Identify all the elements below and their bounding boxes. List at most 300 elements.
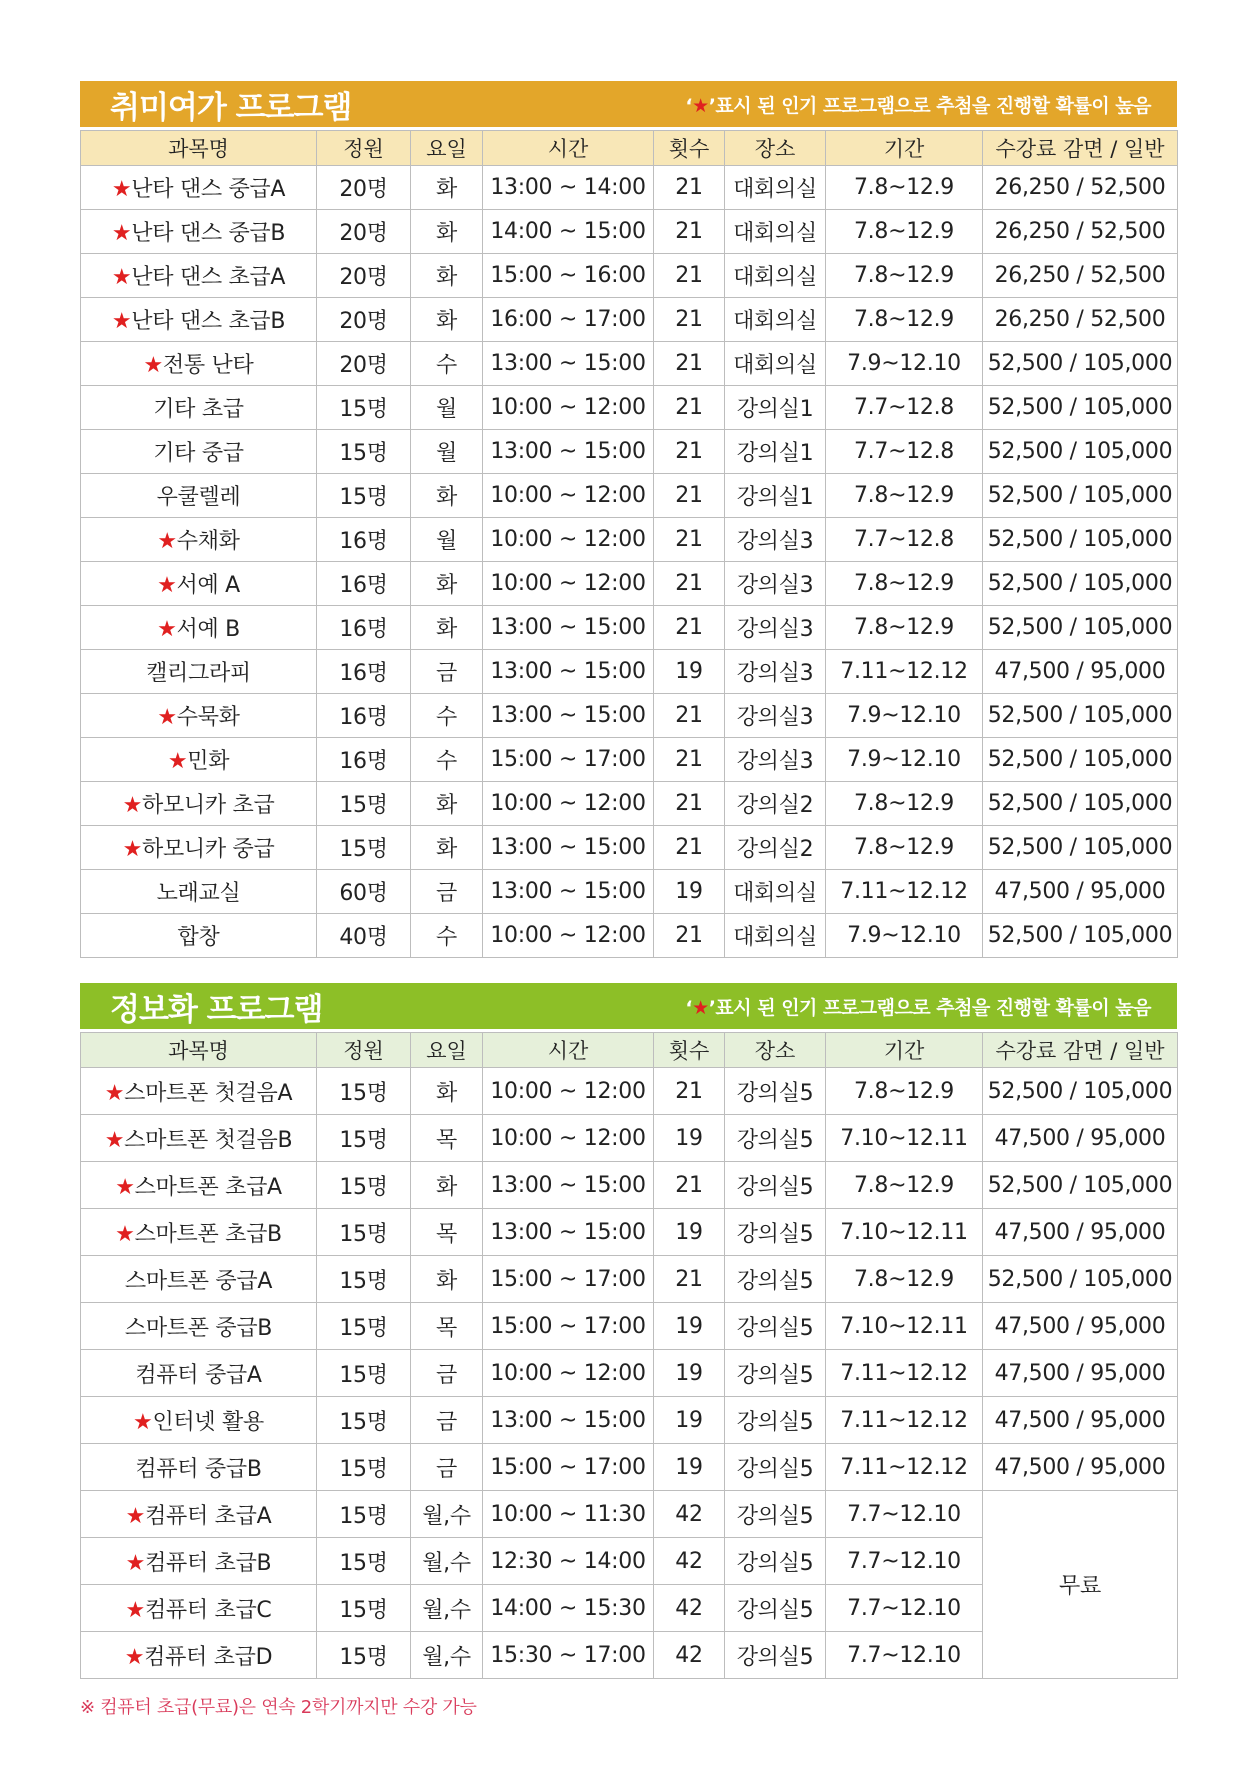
course-place-cell: 강의실5	[725, 1491, 826, 1538]
course-fee-cell: 52,500 / 105,000	[983, 1256, 1178, 1303]
course-count-cell: 21	[654, 826, 725, 870]
course-count-cell: 21	[654, 474, 725, 518]
course-capacity-cell: 15명	[317, 1209, 411, 1256]
course-fee-cell: 52,500 / 105,000	[983, 430, 1178, 474]
course-count-cell: 21	[654, 738, 725, 782]
table-row	[81, 826, 1178, 870]
course-time-cell: 10:00 ~ 12:00	[483, 1068, 654, 1115]
course-fee-cell: 26,250 / 52,500	[983, 298, 1178, 342]
course-name-cell	[81, 782, 317, 826]
course-name-cell	[81, 386, 317, 430]
course-name-cell	[81, 474, 317, 518]
course-place-cell: 강의실5	[725, 1397, 826, 1444]
course-fee-cell: 47,500 / 95,000	[983, 1303, 1178, 1350]
course-capacity-cell: 15명	[317, 1303, 411, 1350]
course-time-cell: 10:00 ~ 11:30	[483, 1491, 654, 1538]
course-time-cell: 15:00 ~ 17:00	[483, 1444, 654, 1491]
course-name: 컴퓨터 초급C	[144, 1597, 272, 1623]
course-time-cell: 10:00 ~ 12:00	[483, 1115, 654, 1162]
course-place-cell: 강의실5	[725, 1350, 826, 1397]
hobby-popular-note: ‘★’표시 된 인기 프로그램으로 추첨을 진행할 확률이 높음	[685, 94, 1151, 117]
course-capacity-cell: 15명	[317, 1538, 411, 1585]
course-fee-cell: 52,500 / 105,000	[983, 738, 1178, 782]
course-name-cell	[81, 870, 317, 914]
course-place-cell: 강의실1	[725, 474, 826, 518]
course-place-cell: 대회의실	[725, 298, 826, 342]
column-header-fee: 수강료 감면 / 일반	[983, 1033, 1178, 1068]
course-period-cell: 7.9~12.10	[826, 694, 983, 738]
course-period-cell: 7.8~12.9	[826, 826, 983, 870]
course-fee-cell: 52,500 / 105,000	[983, 782, 1178, 826]
course-count-cell: 19	[654, 1350, 725, 1397]
course-period-cell: 7.7~12.10	[826, 1491, 983, 1538]
course-name: 컴퓨터 초급B	[145, 1550, 272, 1576]
star-icon: ★	[125, 1550, 146, 1576]
course-period-cell: 7.10~12.11	[826, 1115, 983, 1162]
course-period-cell: 7.7~12.10	[826, 1632, 983, 1679]
course-fee-cell: 52,500 / 105,000	[983, 694, 1178, 738]
course-count-cell: 19	[654, 1444, 725, 1491]
course-fee-cell: 52,500 / 105,000	[983, 1162, 1178, 1209]
course-day-cell: 화	[411, 254, 483, 298]
course-capacity-cell: 16명	[317, 738, 411, 782]
table-row	[81, 1491, 1178, 1538]
course-time-cell: 13:00 ~ 15:00	[483, 694, 654, 738]
course-count-cell: 21	[654, 430, 725, 474]
course-day-cell: 화	[411, 166, 483, 210]
course-count-cell: 21	[654, 342, 725, 386]
course-day-cell: 금	[411, 1397, 483, 1444]
star-icon: ★	[143, 353, 163, 378]
course-name-cell	[81, 254, 317, 298]
course-time-cell: 13:00 ~ 15:00	[483, 870, 654, 914]
course-fee-cell: 47,500 / 95,000	[983, 1444, 1178, 1491]
star-icon: ★	[104, 1127, 125, 1153]
table-header-row	[81, 131, 1178, 166]
course-name-cell	[81, 606, 317, 650]
course-place-cell: 강의실2	[725, 782, 826, 826]
course-capacity-cell: 20명	[317, 254, 411, 298]
table-row	[81, 1068, 1178, 1115]
course-time-cell: 13:00 ~ 15:00	[483, 430, 654, 474]
course-name: 전통 난타	[162, 353, 254, 378]
course-day-cell: 목	[411, 1209, 483, 1256]
course-period-cell: 7.8~12.9	[826, 606, 983, 650]
course-name-cell	[81, 166, 317, 210]
course-period-cell: 7.9~12.10	[826, 914, 983, 958]
table-row	[81, 166, 1178, 210]
star-icon: ★	[692, 94, 709, 117]
column-header-place: 장소	[725, 1033, 826, 1068]
star-icon: ★	[133, 1409, 153, 1435]
star-icon: ★	[111, 221, 132, 246]
table-row	[81, 254, 1178, 298]
table-row	[81, 870, 1178, 914]
course-place-cell: 강의실3	[725, 738, 826, 782]
course-count-cell: 21	[654, 1256, 725, 1303]
course-fee-cell: 47,500 / 95,000	[983, 650, 1178, 694]
course-place-cell: 대회의실	[725, 914, 826, 958]
course-name-cell	[81, 1303, 317, 1350]
course-fee-cell: 47,500 / 95,000	[983, 1115, 1178, 1162]
course-capacity-cell: 15명	[317, 1162, 411, 1209]
course-count-cell: 19	[654, 1115, 725, 1162]
course-name: 스마트폰 첫걸음B	[124, 1127, 293, 1153]
course-count-cell: 21	[654, 782, 725, 826]
course-capacity-cell: 16명	[317, 562, 411, 606]
course-fee-cell: 52,500 / 105,000	[983, 386, 1178, 430]
course-name: 캘리그라피	[146, 661, 251, 686]
course-day-cell: 화	[411, 562, 483, 606]
course-capacity-cell: 15명	[317, 430, 411, 474]
course-place-cell: 대회의실	[725, 342, 826, 386]
course-place-cell: 대회의실	[725, 870, 826, 914]
course-period-cell: 7.8~12.9	[826, 1068, 983, 1115]
course-day-cell: 화	[411, 1068, 483, 1115]
table-row	[81, 1444, 1178, 1491]
course-day-cell: 화	[411, 1162, 483, 1209]
course-name: 난타 댄스 초급B	[131, 309, 286, 334]
course-day-cell: 목	[411, 1303, 483, 1350]
course-place-cell: 대회의실	[725, 210, 826, 254]
course-capacity-cell: 40명	[317, 914, 411, 958]
course-fee-cell: 47,500 / 95,000	[983, 870, 1178, 914]
course-place-cell: 강의실3	[725, 650, 826, 694]
course-name-cell	[81, 562, 317, 606]
star-icon: ★	[122, 793, 143, 818]
course-day-cell: 화	[411, 782, 483, 826]
star-icon: ★	[124, 1644, 145, 1670]
course-day-cell: 화	[411, 826, 483, 870]
course-time-cell: 13:00 ~ 15:00	[483, 342, 654, 386]
course-name-cell	[81, 298, 317, 342]
course-count-cell: 21	[654, 386, 725, 430]
table-row	[81, 650, 1178, 694]
course-count-cell: 19	[654, 1209, 725, 1256]
info-table-body	[81, 1068, 1178, 1679]
course-day-cell: 수	[411, 342, 483, 386]
column-header-day: 요일	[411, 131, 483, 166]
course-period-cell: 7.8~12.9	[826, 562, 983, 606]
course-day-cell: 월	[411, 430, 483, 474]
course-capacity-cell: 20명	[317, 298, 411, 342]
course-count-cell: 21	[654, 694, 725, 738]
course-capacity-cell: 15명	[317, 1068, 411, 1115]
course-name: 스마트폰 첫걸음A	[124, 1080, 293, 1106]
column-header-day: 요일	[411, 1033, 483, 1068]
course-capacity-cell: 15명	[317, 826, 411, 870]
course-capacity-cell: 15명	[317, 386, 411, 430]
course-period-cell: 7.8~12.9	[826, 474, 983, 518]
course-time-cell: 15:30 ~ 17:00	[483, 1632, 654, 1679]
course-fee-cell: 26,250 / 52,500	[983, 254, 1178, 298]
course-place-cell: 강의실5	[725, 1444, 826, 1491]
table-row	[81, 1256, 1178, 1303]
course-fee-cell: 47,500 / 95,000	[983, 1350, 1178, 1397]
star-icon: ★	[122, 837, 143, 862]
course-period-cell: 7.7~12.8	[826, 518, 983, 562]
hobby-program-title: 취미여가 프로그램	[110, 89, 352, 126]
course-name-cell	[81, 1068, 317, 1115]
course-name: 컴퓨터 초급A	[145, 1503, 272, 1529]
course-place-cell: 강의실5	[725, 1115, 826, 1162]
course-fee-cell: 52,500 / 105,000	[983, 562, 1178, 606]
course-count-cell: 42	[654, 1491, 725, 1538]
course-day-cell: 수	[411, 738, 483, 782]
course-place-cell: 강의실5	[725, 1209, 826, 1256]
course-capacity-cell: 60명	[317, 870, 411, 914]
column-header-period: 기간	[826, 1033, 983, 1068]
course-capacity-cell: 20명	[317, 166, 411, 210]
star-icon: ★	[157, 529, 177, 554]
table-row	[81, 562, 1178, 606]
course-period-cell: 7.11~12.12	[826, 1350, 983, 1397]
course-time-cell: 15:00 ~ 16:00	[483, 254, 654, 298]
course-capacity-cell: 16명	[317, 606, 411, 650]
info-program-table	[80, 1032, 1178, 1679]
course-name-cell	[81, 826, 317, 870]
course-period-cell: 7.8~12.9	[826, 298, 983, 342]
course-day-cell: 목	[411, 1115, 483, 1162]
course-name-cell	[81, 342, 317, 386]
course-name-cell	[81, 914, 317, 958]
course-period-cell: 7.9~12.10	[826, 738, 983, 782]
star-icon: ★	[125, 1503, 146, 1529]
star-icon: ★	[125, 1597, 145, 1623]
course-place-cell: 강의실3	[725, 518, 826, 562]
course-day-cell: 금	[411, 650, 483, 694]
star-icon: ★	[111, 177, 132, 202]
course-day-cell: 월	[411, 518, 483, 562]
course-time-cell: 12:30 ~ 14:00	[483, 1538, 654, 1585]
hobby-program-section	[80, 81, 1177, 958]
course-fee-cell: 52,500 / 105,000	[983, 1068, 1178, 1115]
course-time-cell: 10:00 ~ 12:00	[483, 782, 654, 826]
course-name-cell	[81, 210, 317, 254]
course-count-cell: 19	[654, 1397, 725, 1444]
course-count-cell: 19	[654, 650, 725, 694]
course-fee-cell: 52,500 / 105,000	[983, 914, 1178, 958]
star-icon: ★	[157, 617, 177, 642]
course-count-cell: 19	[654, 870, 725, 914]
course-count-cell: 42	[654, 1538, 725, 1585]
table-row	[81, 518, 1178, 562]
course-place-cell: 강의실1	[725, 386, 826, 430]
course-period-cell: 7.11~12.12	[826, 870, 983, 914]
course-capacity-cell: 16명	[317, 694, 411, 738]
course-fee-cell: 26,250 / 52,500	[983, 210, 1178, 254]
star-icon: ★	[167, 749, 188, 774]
course-place-cell: 강의실3	[725, 694, 826, 738]
course-time-cell: 10:00 ~ 12:00	[483, 518, 654, 562]
info-popular-note: ‘★’표시 된 인기 프로그램으로 추첨을 진행할 확률이 높음	[685, 996, 1151, 1019]
course-name: 하모니카 중급	[142, 837, 275, 862]
course-count-cell: 21	[654, 562, 725, 606]
course-day-cell: 수	[411, 914, 483, 958]
course-count-cell: 21	[654, 254, 725, 298]
star-icon: ★	[104, 1080, 125, 1106]
course-period-cell: 7.7~12.10	[826, 1538, 983, 1585]
table-row	[81, 1397, 1178, 1444]
info-program-banner	[80, 983, 1177, 1029]
course-time-cell: 16:00 ~ 17:00	[483, 298, 654, 342]
course-capacity-cell: 15명	[317, 1397, 411, 1444]
course-day-cell: 화	[411, 474, 483, 518]
course-capacity-cell: 15명	[317, 1585, 411, 1632]
course-day-cell: 월,수	[411, 1632, 483, 1679]
star-icon: ★	[692, 996, 709, 1019]
course-capacity-cell: 15명	[317, 1115, 411, 1162]
course-name: 합창	[177, 925, 220, 950]
table-row	[81, 1162, 1178, 1209]
hobby-table-body	[81, 166, 1178, 958]
course-day-cell: 화	[411, 606, 483, 650]
course-period-cell: 7.10~12.11	[826, 1303, 983, 1350]
course-period-cell: 7.11~12.12	[826, 1444, 983, 1491]
course-day-cell: 월	[411, 386, 483, 430]
course-time-cell: 10:00 ~ 12:00	[483, 386, 654, 430]
course-day-cell: 월,수	[411, 1491, 483, 1538]
course-name: 우쿨렐레	[156, 485, 241, 510]
course-period-cell: 7.8~12.9	[826, 166, 983, 210]
course-day-cell: 화	[411, 298, 483, 342]
star-icon: ★	[111, 265, 132, 290]
course-time-cell: 14:00 ~ 15:00	[483, 210, 654, 254]
course-name: 스마트폰 초급B	[134, 1221, 282, 1247]
course-period-cell: 7.8~12.9	[826, 210, 983, 254]
free-course-footnote: ※ 컴퓨터 초급(무료)은 연속 2학기까지만 수강 가능	[80, 1697, 477, 1718]
hobby-program-banner	[80, 81, 1177, 127]
course-name-cell	[81, 1256, 317, 1303]
course-place-cell: 강의실2	[725, 826, 826, 870]
course-name: 컴퓨터 중급B	[135, 1456, 262, 1482]
course-place-cell: 강의실5	[725, 1256, 826, 1303]
course-day-cell: 화	[411, 210, 483, 254]
course-day-cell: 금	[411, 1350, 483, 1397]
course-period-cell: 7.10~12.11	[826, 1209, 983, 1256]
column-header-period: 기간	[826, 131, 983, 166]
course-place-cell: 강의실5	[725, 1632, 826, 1679]
table-row	[81, 210, 1178, 254]
table-row	[81, 298, 1178, 342]
course-capacity-cell: 15명	[317, 1491, 411, 1538]
course-count-cell: 21	[654, 210, 725, 254]
table-row	[81, 738, 1178, 782]
course-name-cell	[81, 738, 317, 782]
course-name-cell	[81, 650, 317, 694]
course-period-cell: 7.9~12.10	[826, 342, 983, 386]
course-name-cell	[81, 1115, 317, 1162]
course-name: 스마트폰 초급A	[134, 1174, 282, 1200]
course-name: 난타 댄스 중급B	[131, 221, 286, 246]
course-place-cell: 강의실1	[725, 430, 826, 474]
column-header-fee: 수강료 감면 / 일반	[983, 131, 1178, 166]
info-program-title: 정보화 프로그램	[110, 991, 323, 1028]
course-time-cell: 15:00 ~ 17:00	[483, 1303, 654, 1350]
course-count-cell: 21	[654, 298, 725, 342]
course-time-cell: 10:00 ~ 12:00	[483, 562, 654, 606]
course-time-cell: 10:00 ~ 12:00	[483, 474, 654, 518]
course-time-cell: 15:00 ~ 17:00	[483, 738, 654, 782]
star-icon: ★	[111, 309, 132, 334]
course-name: 수채화	[176, 529, 240, 554]
course-period-cell: 7.8~12.9	[826, 1256, 983, 1303]
course-fee-cell: 26,250 / 52,500	[983, 166, 1178, 210]
course-name: 난타 댄스 중급A	[131, 177, 286, 202]
course-day-cell: 수	[411, 694, 483, 738]
course-name-cell	[81, 1491, 317, 1538]
course-time-cell: 10:00 ~ 12:00	[483, 914, 654, 958]
course-place-cell: 강의실5	[725, 1303, 826, 1350]
course-capacity-cell: 16명	[317, 518, 411, 562]
course-capacity-cell: 16명	[317, 650, 411, 694]
course-name: 컴퓨터 초급D	[144, 1644, 273, 1670]
column-header-time: 시간	[483, 131, 654, 166]
course-name: 스마트폰 중급A	[124, 1268, 273, 1294]
column-header-count: 횟수	[654, 131, 725, 166]
course-fee-cell: 52,500 / 105,000	[983, 826, 1178, 870]
table-row	[81, 782, 1178, 826]
table-row	[81, 430, 1178, 474]
course-place-cell: 대회의실	[725, 166, 826, 210]
course-name: 서예 A	[176, 573, 240, 598]
table-row	[81, 694, 1178, 738]
course-count-cell: 42	[654, 1585, 725, 1632]
table-row	[81, 474, 1178, 518]
table-row	[81, 914, 1178, 958]
column-header-capacity: 정원	[317, 1033, 411, 1068]
column-header-name: 과목명	[81, 1033, 317, 1068]
table-row	[81, 1115, 1178, 1162]
course-name-cell	[81, 1397, 317, 1444]
table-row	[81, 386, 1178, 430]
course-day-cell: 금	[411, 870, 483, 914]
course-fee-cell: 52,500 / 105,000	[983, 606, 1178, 650]
course-time-cell: 15:00 ~ 17:00	[483, 1256, 654, 1303]
table-header-row	[81, 1033, 1178, 1068]
table-row	[81, 1350, 1178, 1397]
course-time-cell: 13:00 ~ 15:00	[483, 1162, 654, 1209]
course-time-cell: 13:00 ~ 15:00	[483, 1397, 654, 1444]
course-name: 하모니카 초급	[142, 793, 275, 818]
course-time-cell: 13:00 ~ 15:00	[483, 650, 654, 694]
course-name: 노래교실	[156, 881, 241, 906]
course-capacity-cell: 20명	[317, 342, 411, 386]
course-place-cell: 강의실5	[725, 1585, 826, 1632]
course-count-cell: 21	[654, 166, 725, 210]
course-capacity-cell: 20명	[317, 210, 411, 254]
column-header-place: 장소	[725, 131, 826, 166]
course-capacity-cell: 15명	[317, 1350, 411, 1397]
info-program-section	[80, 983, 1177, 1679]
course-period-cell: 7.8~12.9	[826, 1162, 983, 1209]
table-row	[81, 1303, 1178, 1350]
course-name: 민화	[187, 749, 230, 774]
course-name: 기타 중급	[153, 441, 244, 466]
star-icon: ★	[157, 705, 177, 730]
course-name: 인터넷 활용	[152, 1409, 264, 1435]
course-name-cell	[81, 430, 317, 474]
course-name-cell	[81, 1162, 317, 1209]
column-header-count: 횟수	[654, 1033, 725, 1068]
course-place-cell: 강의실3	[725, 606, 826, 650]
course-time-cell: 10:00 ~ 12:00	[483, 1350, 654, 1397]
course-period-cell: 7.7~12.10	[826, 1585, 983, 1632]
course-name: 스마트폰 중급B	[124, 1315, 273, 1341]
course-fee-cell: 52,500 / 105,000	[983, 474, 1178, 518]
course-name-cell	[81, 518, 317, 562]
course-place-cell: 대회의실	[725, 254, 826, 298]
